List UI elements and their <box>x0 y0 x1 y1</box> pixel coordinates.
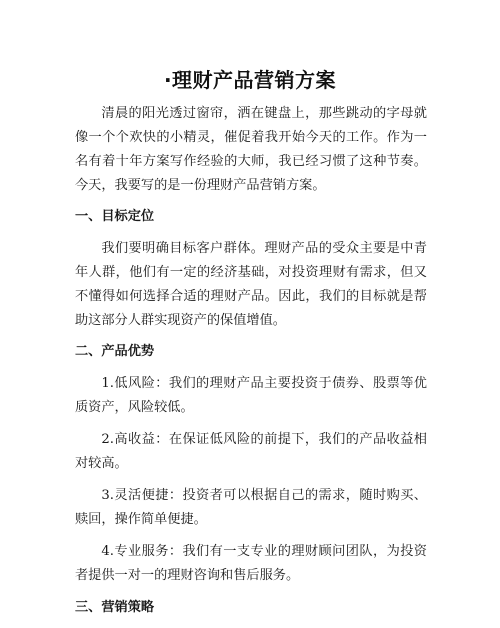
document-title: ·理财产品营销方案 <box>163 68 337 92</box>
section-heading-strategy: 三、营销策略 <box>75 600 155 615</box>
section-heading-target: 一、目标定位 <box>75 209 155 224</box>
advantage-item-flexible: 3.灵活便捷：投资者可以根据自己的需求，随时购买、赎回，操作简单便捷。 <box>75 488 427 527</box>
target-paragraph: 我们要明确目标客户群体。理财产品的受众主要是中青年人群，他们有一定的经济基础，对投资理财有需求，但又不懂得如何选择合适的理财产品。因此，我们的目标就是帮助这部分人群实现资产的保值增值。 <box>75 241 427 328</box>
section-heading-advantages: 二、产品优势 <box>75 344 155 359</box>
advantage-item-high-return: 2.高收益：在保证低风险的前提下，我们的产品收益相对较高。 <box>75 432 427 471</box>
intro-paragraph: 清晨的阳光透过窗帘，洒在键盘上，那些跳动的字母就像一个个欢快的小精灵，催促着我开始今天的工作。作为一名有着十年方案写作经验的大师，我已经习惯了这种节奏。今天，我要写的是一份理财产品营销方案。 <box>75 106 427 193</box>
document-body <box>75 102 427 628</box>
advantage-item-service: 4.专业服务：我们有一支专业的理财顾问团队，为投资者提供一对一的理财咨询和售后服务。 <box>75 544 427 583</box>
advantage-item-low-risk: 1.低风险：我们的理财产品主要投资于债券、股票等优质资产，风险较低。 <box>75 376 427 415</box>
